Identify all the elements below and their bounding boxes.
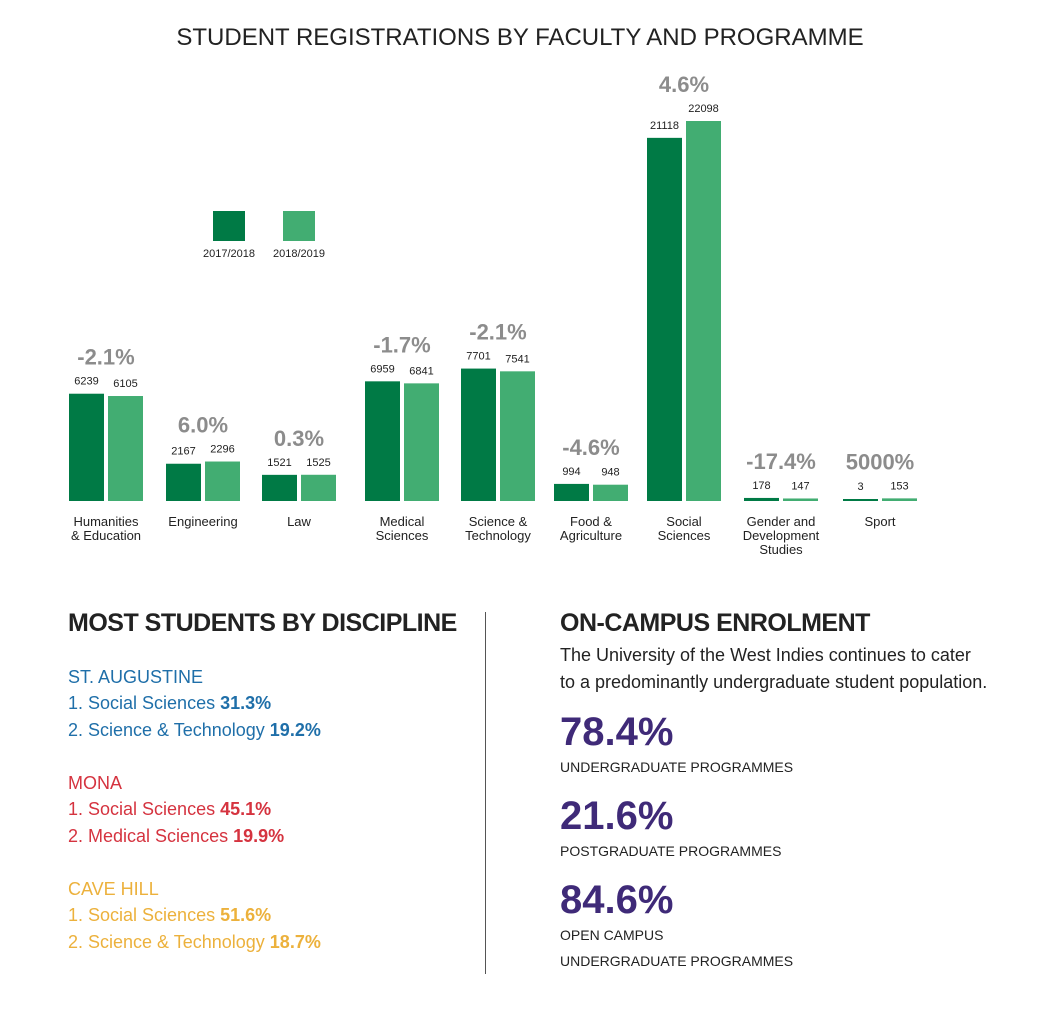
bar xyxy=(205,462,240,501)
stat-label: POSTGRADUATE PROGRAMMES xyxy=(560,843,782,859)
bar xyxy=(500,371,535,501)
data-label: 2167 xyxy=(171,445,196,458)
enrolment-panel xyxy=(560,606,1040,974)
stat-label: UNDERGRADUATE PROGRAMMES xyxy=(560,953,794,969)
bar xyxy=(843,499,878,501)
legend-label: 2017/2018 xyxy=(203,248,255,260)
data-label: 22098 xyxy=(688,103,719,115)
data-label: 1521 xyxy=(267,456,292,469)
data-label: 7701 xyxy=(466,350,491,363)
legend-swatch xyxy=(283,211,315,241)
data-label: 7541 xyxy=(505,353,530,366)
category-label: Agriculture xyxy=(559,528,623,543)
change-label: 6.0% xyxy=(177,412,229,438)
data-label: 153 xyxy=(890,480,909,493)
data-label: 6841 xyxy=(409,365,434,378)
chart-title: STUDENT REGISTRATIONS BY FACULTY AND PROGRAMME xyxy=(176,24,864,51)
enrolment-description: The University of the West Indies continues to cater to a predominantly undergraduate student population. xyxy=(560,645,988,692)
change-label: -1.7% xyxy=(373,332,431,358)
bar xyxy=(647,138,682,501)
category-label: Humanities xyxy=(73,514,139,529)
bar xyxy=(783,498,818,501)
campus-cave-hill xyxy=(68,876,468,956)
legend-label: 2018/2019 xyxy=(273,248,325,260)
bar xyxy=(882,498,917,501)
change-label: 0.3% xyxy=(273,425,325,451)
data-label: 3 xyxy=(857,481,864,493)
category-label: Medical xyxy=(379,514,425,529)
campus-name: ST. AUGUSTINE xyxy=(68,667,204,687)
discipline-percent: 19.2% xyxy=(269,720,321,740)
stat-undergraduate xyxy=(560,710,1040,780)
discipline-item: 2. Science & Technology 18.7% xyxy=(68,932,321,952)
discipline-item: 1. Social Sciences 45.1% xyxy=(68,799,272,819)
chart-legend xyxy=(203,211,325,260)
stat-value: 21.6% xyxy=(560,794,674,838)
discipline-percent: 45.1% xyxy=(220,799,272,819)
bar xyxy=(69,394,104,501)
discipline-percent: 51.6% xyxy=(220,905,272,925)
data-label: 178 xyxy=(752,479,771,492)
bar xyxy=(262,475,297,501)
discipline-title: MOST STUDENTS BY DISCIPLINE xyxy=(68,609,457,637)
data-label: 147 xyxy=(791,480,810,493)
section-divider xyxy=(485,612,486,974)
discipline-item: 2. Medical Sciences 19.9% xyxy=(68,826,285,846)
legend-swatch xyxy=(213,211,245,241)
change-label: -2.1% xyxy=(77,344,135,370)
category-label: Sciences xyxy=(657,528,711,543)
campus-name: CAVE HILL xyxy=(68,879,159,899)
category-label: Studies xyxy=(759,542,803,557)
bar xyxy=(461,369,496,501)
category-label: Social xyxy=(666,514,702,529)
category-label: Development xyxy=(742,528,820,543)
change-label: 5000% xyxy=(845,449,915,475)
stat-value: 78.4% xyxy=(560,710,674,754)
category-label: Technology xyxy=(465,528,531,543)
discipline-item: 1. Social Sciences 51.6% xyxy=(68,905,272,925)
bar xyxy=(593,485,628,501)
data-label: 1525 xyxy=(306,456,331,469)
data-label: 21118 xyxy=(650,119,679,132)
stat-label: UNDERGRADUATE PROGRAMMES xyxy=(560,759,794,775)
data-label: 994 xyxy=(562,465,581,478)
bar xyxy=(365,381,400,501)
chart-bars xyxy=(69,72,917,557)
change-label: -17.4% xyxy=(746,448,816,474)
discipline-percent: 31.3% xyxy=(220,693,272,713)
category-label: Sciences xyxy=(375,528,429,543)
bar xyxy=(404,383,439,501)
change-label: -2.1% xyxy=(469,319,527,345)
stat-value: 84.6% xyxy=(560,878,674,922)
campus-mona xyxy=(68,770,468,850)
bar xyxy=(108,396,143,501)
campus-name: MONA xyxy=(68,773,122,793)
change-label: 4.6% xyxy=(658,72,710,97)
discipline-percent: 19.9% xyxy=(233,826,285,846)
discipline-percent: 18.7% xyxy=(269,932,321,952)
discipline-item: 1. Social Sciences 31.3% xyxy=(68,693,272,713)
stat-open-campus xyxy=(560,878,1040,974)
stat-postgraduate xyxy=(560,794,1040,864)
data-label: 6959 xyxy=(370,363,395,376)
category-label: Law xyxy=(287,514,311,529)
discipline-panel xyxy=(68,606,468,956)
data-label: 6105 xyxy=(113,378,138,391)
data-label: 6239 xyxy=(74,375,99,388)
bar xyxy=(301,475,336,501)
bar xyxy=(744,498,779,501)
bar xyxy=(554,484,589,501)
category-label: Food & xyxy=(570,514,612,529)
category-label: Sport xyxy=(864,514,896,529)
bar xyxy=(166,464,201,501)
enrolment-title: ON-CAMPUS ENROLMENT xyxy=(560,609,870,637)
category-label: Science & xyxy=(468,514,528,529)
category-label: Engineering xyxy=(168,514,238,529)
bar xyxy=(686,121,721,501)
category-label: Gender and xyxy=(746,514,816,529)
change-label: -4.6% xyxy=(562,434,620,460)
category-label: & Education xyxy=(70,528,142,543)
data-label: 2296 xyxy=(210,443,235,456)
discipline-item: 2. Science & Technology 19.2% xyxy=(68,720,321,740)
data-label: 948 xyxy=(601,466,620,479)
stat-label: OPEN CAMPUS xyxy=(560,927,664,943)
campus-st-augustine xyxy=(68,664,468,744)
